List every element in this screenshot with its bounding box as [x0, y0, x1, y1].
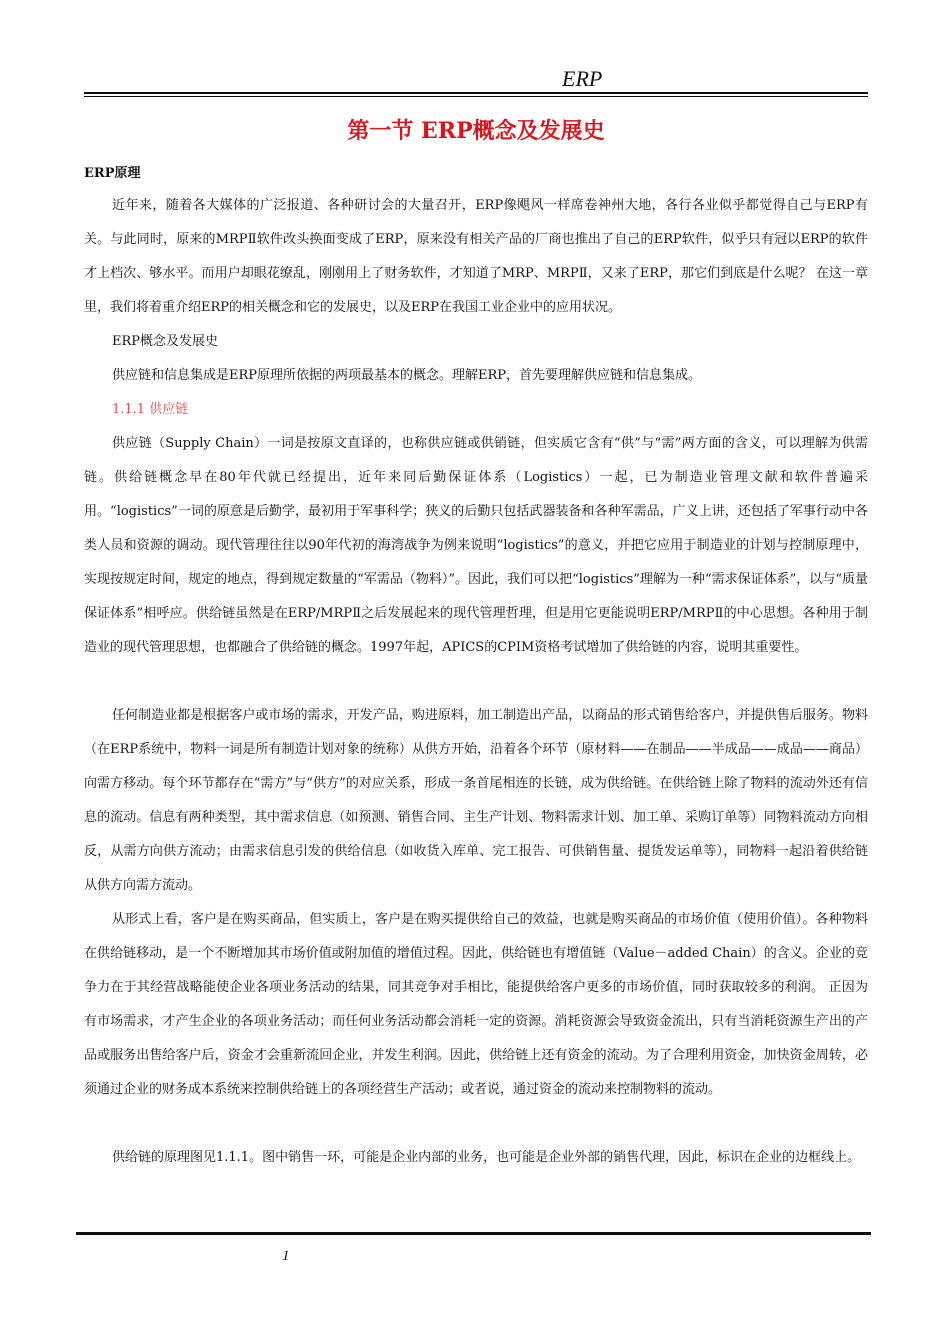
paragraph-supply-chain-intro: 供应链和信息集成是ERP原理所依据的两项最基本的概念。理解ERP，首先要理解供应链和信息集成。 [112, 368, 702, 383]
subheading-erp-concept: ERP概念及发展史 [112, 334, 219, 349]
section-title: 第一节 ERP概念及发展史 [347, 118, 605, 144]
label-erp-principle: ERP原理 [84, 166, 141, 181]
paragraph-diagram-reference: 供给链的原理图见1.1.1。图中销售一环，可能是企业内部的业务，也可能是企业外部的销售代理，因此，标识在企业的边框线上。 [112, 1150, 861, 1165]
header-title: ERP [562, 66, 603, 91]
paragraph-manufacturing-flow: 任何制造业都是根据客户或市场的需求，开发产品，购进原料，加工制造出产品，以商品的形式销售给客户，并提供售后服务。物料（在ERP系统中，物料一词是所有制造计划对象的统称）从供方开始，沿着各个环节（原材料——在制品——半成品——成品——商品）向需方移动。每个环节都存在“需方”与“供方”的对应关系，形成一条首尾相连的长链，成为供给链。在供给链上除了物料的流动外还有信息的流动。信息有两种类型，其中需求信息（如预测、销售合同、主生产计划、物料需求计划、加工单、采购订单等）同物料流动方向相反，从需方向供方流动；由需求信息引发的供给信息（如收货入库单、完工报告、可供销售量、提货发运单等），同物料一起沿着供给链从供方向需方流动。 [84, 708, 868, 893]
subheading-1-1-1: 1.1.1 供应链 [112, 402, 189, 417]
paragraph-supply-chain-definition: 供应链（Supply Chain）一词是按原文直译的，也称供应链或供销链，但实质它含有“供”与“需”两方面的含义，可以理解为供需链。供给链概念早在80年代就已经提出，近年来同后勤保证体系（Logistics）一起，已为制造业管理文献和软件普遍采用。“logistics”一词的原意是后勤学，最初用于军事科学；狭义的后勤只包括武器装备和各种军需品，广义上讲，还包括了军事行动中各类人员和资源的调动。现代管理往往以90年代初的海湾战争为例来说明“logistics”的意义，并把它应用于制造业的计划与控制原理中，实现按规定时间，规定的地点，得到规定数量的“军需品（物料）”。因此，我们可以把“logistics”理解为一种“需求保证体系”，以与“质量保证体系”相呼应。供给链虽然是在ERP/MRPⅡ之后发展起来的现代管理哲理，但是用它更能说明ERP/MRPⅡ的中心思想。各种用于制造业的现代管理思想，也都融合了供给链的概念。1997年起，APICS的CPIM资格考试增加了供给链的内容，说明其重要性。 [84, 436, 868, 655]
page-number: 1 [282, 1248, 290, 1264]
paragraph-intro: 近年来，随着各大媒体的广泛报道、各种研讨会的大量召开，ERP像飓风一样席卷神州大地，各行各业似乎都觉得自己与ERP有关。与此同时，原来的MRPⅡ软件改头换面变成了ERP，原来没有相关产品的厂商也推出了自己的ERP软件，似乎只有冠以ERP的软件才上档次、够水平。而用户却眼花缭乱，刚刚用上了财务软件，才知道了MRP、MRPⅡ，又来了ERP，那它们到底是什么呢？ 在这一章里，我们将着重介绍ERP的相关概念和它的发展史，以及ERP在我国工业企业中的应用状况。 [84, 198, 868, 315]
footer-rule [76, 1232, 871, 1235]
header-rule [84, 92, 868, 94]
paragraph-value-chain: 从形式上看，客户是在购买商品，但实质上，客户是在购买提供给自己的效益，也就是购买商品的市场价值（使用价值）。各种物料在供给链移动，是一个不断增加其市场价值或附加值的增值过程。因此，供给链也有增值链（Value－added Chain）的含义。企业的竞争力在于其经营战略能使企业各项业务活动的结果，同其竞争对手相比，能提供给客户更多的市场价值，同时获取较多的利润。 正因为有市场需求，才产生企业的各项业务活动；而任何业务活动都会消耗一定的资源。消耗资源会导致资金流出，只有当消耗资源生产出的产品或服务出售给客户后，资金才会重新流回企业，并发生利润。因此，供给链上还有资金的流动。为了合理利用资金，加快资金周转，必须通过企业的财务成本系统来控制供给链上的各项经营生产活动；或者说，通过资金的流动来控制物料的流动。 [84, 912, 868, 1097]
header-rule-thin [84, 96, 868, 97]
